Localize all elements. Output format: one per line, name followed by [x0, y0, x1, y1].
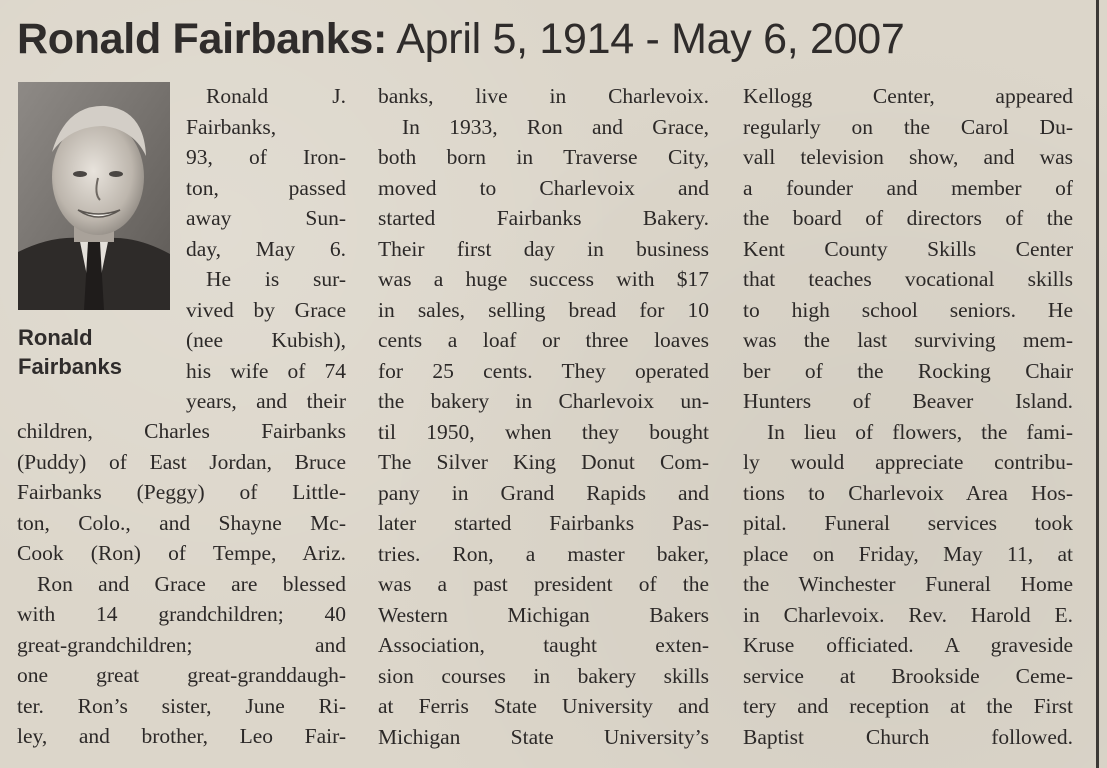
photo-caption [18, 323, 122, 381]
headline [17, 12, 905, 66]
column-1-top [186, 81, 346, 417]
text-line: (Puddy) of East Jordan, Bruce [17, 449, 346, 474]
text-line: one great great-granddaugh- [17, 663, 346, 687]
text-line: Ron and Grace are blessed [37, 571, 346, 596]
portrait-photo [18, 82, 170, 310]
text-line: Cook (Ron) of Tempe, Ariz. [17, 541, 346, 565]
text-line: He is sur- [206, 267, 346, 291]
text-line: (nee Kubish), [186, 328, 346, 352]
text-line: tions to Charlevoix Area Hos- [743, 480, 1073, 505]
column-3 [743, 81, 1073, 752]
text-line: Kent County Skills Center [743, 236, 1073, 261]
text-line: service at Brookside Ceme- [743, 663, 1073, 688]
text-line: tery and reception at the First [743, 694, 1073, 718]
text-line: great-grandchildren; and [17, 632, 346, 657]
text-line: til 1950, when they bought [378, 419, 709, 444]
text-line: sion courses in bakery skills [378, 663, 709, 688]
text-line: ton, Colo., and Shayne Mc- [17, 510, 346, 535]
text-line: tries. Ron, a master baker, [378, 541, 709, 566]
text-line: 93, of Iron- [186, 145, 346, 169]
text-line: Fairbanks, [186, 114, 277, 139]
text-line: Ronald J. [206, 84, 346, 108]
column-1-bottom [17, 416, 346, 752]
text-line: ter. Ron’s sister, June Ri- [17, 693, 346, 718]
text-line: that teaches vocational skills [743, 267, 1073, 291]
text-line: was a huge success with $17 [378, 267, 709, 291]
text-line: both born in Traverse City, [378, 145, 709, 169]
caption-line-2: Fairbanks [18, 354, 122, 379]
text-line: Michigan State University’s [378, 724, 709, 749]
text-line: moved to Charlevoix and [378, 175, 709, 200]
text-line: for 25 cents. They operated [378, 358, 709, 383]
text-line: In 1933, Ron and Grace, [402, 114, 709, 139]
headline-dates: April 5, 1914 - May 6, 2007 [387, 15, 905, 63]
text-line: at Ferris State University and [378, 694, 709, 718]
text-line: day, May 6. [186, 236, 346, 261]
text-line: with 14 grandchildren; 40 [17, 602, 346, 626]
text-line: Western Michigan Bakers [378, 602, 709, 627]
text-line: the bakery in Charlevoix un- [378, 389, 709, 413]
text-line: in sales, selling bread for 10 [378, 297, 709, 322]
text-line: away Sun- [186, 206, 346, 230]
text-line: later started Fairbanks Pas- [378, 511, 709, 535]
text-line: years, and their [186, 389, 346, 413]
text-line: ber of the Rocking Chair [743, 358, 1073, 383]
text-line: Fairbanks (Peggy) of Little- [17, 480, 346, 504]
headline-name: Ronald Fairbanks: [17, 15, 388, 63]
text-line: was the last surviving mem- [743, 328, 1073, 352]
text-line: cents a loaf or three loaves [378, 328, 709, 352]
text-line: banks, live in Charlevoix. [378, 84, 709, 108]
text-line: ley, and brother, Leo Fair- [17, 724, 346, 748]
text-line: ton, passed [186, 175, 346, 200]
text-line: vived by Grace [186, 297, 346, 322]
text-line: ly would appreciate contribu- [743, 450, 1073, 474]
text-line: pital. Funeral services took [743, 511, 1073, 535]
text-line: vall television show, and was [743, 145, 1073, 169]
text-line: in Charlevoix. Rev. Harold E. [743, 602, 1073, 627]
column-rule [1096, 0, 1099, 768]
text-line: the Winchester Funeral Home [743, 572, 1073, 596]
text-line: Their first day in business [378, 236, 709, 261]
text-line: The Silver King Donut Com- [378, 450, 709, 474]
text-line: was a past president of the [378, 572, 709, 596]
text-line: Kellogg Center, appeared [743, 84, 1073, 108]
portrait-illustration [18, 82, 170, 310]
text-line: Baptist Church followed. [743, 724, 1073, 749]
text-line: a founder and member of [743, 175, 1073, 200]
text-line: children, Charles Fairbanks [17, 419, 346, 443]
text-line: In lieu of flowers, the fami- [767, 419, 1073, 444]
text-line: started Fairbanks Bakery. [378, 206, 709, 230]
column-2 [378, 81, 709, 752]
text-line: the board of directors of the [743, 206, 1073, 230]
text-line: Hunters of Beaver Island. [743, 389, 1073, 413]
text-line: Association, taught exten- [378, 633, 709, 657]
text-line: pany in Grand Rapids and [378, 480, 709, 505]
text-line: his wife of 74 [186, 358, 346, 383]
text-line: place on Friday, May 11, at [743, 541, 1073, 566]
text-line: Kruse officiated. A graveside [743, 633, 1073, 657]
text-line: to high school seniors. He [743, 297, 1073, 322]
text-line: regularly on the Carol Du- [743, 114, 1073, 139]
caption-line-1: Ronald [18, 325, 93, 350]
